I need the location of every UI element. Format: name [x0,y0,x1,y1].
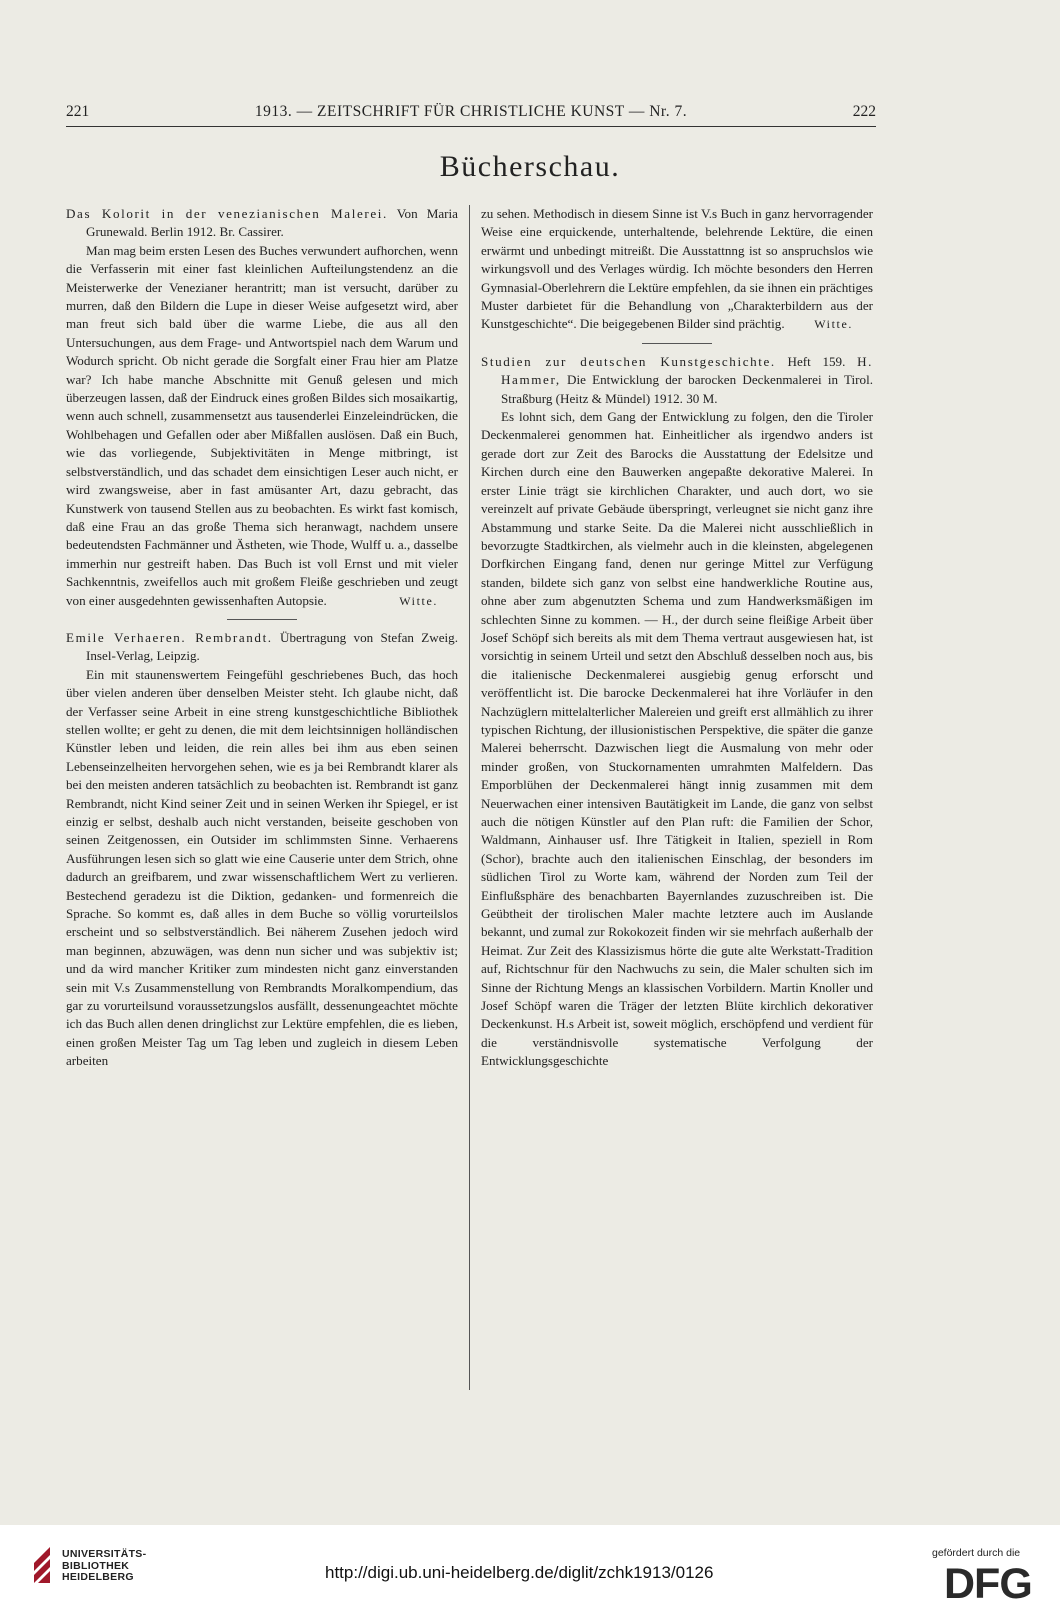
left-column [66,205,458,1071]
page-number-left: 221 [66,103,90,120]
review-signature: Witte. [814,317,853,332]
review-heading-details: Von Maria Grunewald. Berlin 1912. Br. Cassirer. [86,206,458,240]
review-body: Ein mit staunenswertem Feingefühl geschriebenes Buch, das hoch über vielen anderen über denselben Meister steht. Ich glaube nicht, daß der Verfasser seine Arbeit in eine streng kunstgeschichtliche Bibliothek stellen wollte; er geht zu denen, die mit dem leichtsinnigen holländischen Künstler leben und leiden, die rein alles bei ihm aus eben seinen Lebenseinzelheiten hervorgehen sehen, wie es ja bei Rembrandt klarer als bei den meisten anderen tatsächlich zu beobachten ist. Rembrandt ist ganz Rembrandt, nicht Kind seiner Zeit und in seinen Werken ihr Spiegel, er ist einzig er selbst, deshalb auch nicht verstanden, beiseite geschoben von seinen Zeitgenossen, ein Outsider im schlimmsten Sinne. Verhaerens Ausführungen lesen sich so glatt wie eine Causerie unter dem Strich, ohne dadurch an greifbarem, und zwar wissenschaftlichem Wert zu verlieren. Bestechend geradezu ist die Diktion, gedanken- und formenreich die Sprache. So kommt es, daß alles in dem Buche so völlig vorurteilslos erscheint und so selbstverständlich. Bei näherem Zusehen jedoch wird man beginnen, abzuwägen, was denn nun sicher und was subjektiv ist; und da wird mancher Kritiker zum mindesten nicht ganz einverstanden sein mit V.s Zusammenstellung von Rembrandts Moralkompendium, das gar zu vorurteilsund voraussetzungslos ausfällt, dessenungeachtet möchte ich das Buch allen denen dringlichst zur Lektüre empfehlen, die es lieben, einen großen Meister Tag um Tag leben und zugleich in diesem Leben arbeiten [66,666,458,1069]
digitization-footer [0,1525,1060,1614]
library-name-line: HEIDELBERG [62,1571,134,1583]
review-heading-number: Heft 159. [787,353,846,369]
header-rule [66,126,876,127]
page-number-right: 222 [852,103,876,120]
university-library-logo-icon [28,1543,58,1591]
review-heading [66,205,458,242]
library-name-line: UNIVERSITÄTS- [62,1548,147,1560]
library-name-line: BIBLIOTHEK [62,1559,130,1572]
review-heading-series: Studien zur deutschen Kunstgeschichte. [481,353,776,369]
review-body: Es lohnt sich, dem Gang der Entwicklung zu folgen, den die Tiroler Deckenmalerei genommen hat. Einheitlicher als irgendwo anders ist gerade dort zur Zeit des Barocks die Ausstattung der Edelsitze und Kirchen durch eine den Bauwerken angepaßte dekorative Malerei. In erster Linie trägt sie kirchlichen Charakter, und auch dort, wo sie vereinzelt auf private Gebäude überspringt, verleugnet sie nicht ganz ihre Abstammung und starke Seite. Da die Malerei nicht ausschließlich in bevorzugte Stadtkirchen, als vielmehr auch in die kleinsten, abgelegenen Dorfkirchen Eingang fand, denen nur geringe Mittel zur Verfügung standen, bildete sich ganz von selbst eine handwerkliche Routine aus, ohne aber zum abgenutzten Schema und zum Handwerksmäßigen im schlechten Sinne zu kommen. — H., der durch seine fleißige Arbeit über Josef Schöpf sich bereits als mit dem Thema vertraut ausgewiesen hat, ist vorsichtig in seinem Urteil und setzt den Abschluß desselben noch aus, bis die italienische Deckenmalerei ausgiebig genug erforscht und veröffentlicht ist. Die barocke Deckenmalerei hat ihre Vorläufer in den Nachzüglern mittelalterlicher Malereien und greift erst allmählich zu ihrer typischen Richtung, der illusionistischen Perspektive, die später die ganze Malerei beherrscht. Dazwischen liegt die Ausmalung von mehr oder minder großen, von Stuckornamenten umrahmten Malfeldern. Das Emporblühen der Deckenmalerei hängt innig zusammen mit dem Neuerwachen einer intensiven Bautätigkeit im Lande, die ganz von selbst auch die nötigen Künstler auf den Plan ruft: die Familien der Schor, Waldmann, Ainhauser usf. Ihre Tätigkeit in Italien, speziell in Rom (Schor), brachte auch den italienischen Einschlag, der besonders im südlichen Tirol zu Worte kam, während der Norden zum Teil der Einflußsphäre des benachbarten Bayernlandes zuzuschreiben ist. Die Geübtheit der tirolischen Maler machte letztere auch im Auslande bekannt, und zumal zur Rokokozeit finden wir sie mehrfach außerhalb der Heimat. Zur Zeit des Klassizismus hörte die gute alte Werkstatt-Tradition auf, Richtschnur für den Nachwuchs zu sein, die Maler schulten sich im Sinne der Richtung Mengs an klassischen Vorbildern. Martin Knoller und Josef Schöpf waren die Träger der letzten Blüte kirchlich dekorativer Deckenkunst. H.s Arbeit ist, soweit möglich, erschöpfend und verdient für die verständnisvolle systematische Verfolgung der Entwicklungsgeschichte [481,409,873,1069]
review-signature: Witte. [399,593,438,608]
review-body-text: zu sehen. Methodisch in diesem Sinne ist V.s Buch in ganz hervorragender Weise eine erquickende, unterhaltende, belehrende Lektüre, die einen erwärmt und unbedingt mitreißt. Die Ausstattnng ist so anspruchslos wie wirkungsvoll und des Verlages würdig. Ich möchte besonders den Herren Gymnasial-Oberlehrern die Lektüre empfehlen, da sie ihnen ein prächtiges Muster darbietet für die Behandlung von „Charakterbildern aus der Kunstgeschichte“. Die beigegebenen Bilder sind prächtig. [481,206,873,332]
sponsor-caption: gefördert durch die [932,1547,1021,1559]
review-body-continued [481,205,873,334]
right-column [481,205,873,1071]
review-heading [481,353,873,408]
section-title: Bücherschau. [439,150,621,183]
separator-rule [227,619,297,620]
review-heading-title: Emile Verhaeren. Rembrandt. [66,629,273,645]
review-heading-title: Das Kolorit in der venezianischen Malerei. [66,206,388,221]
permalink-url[interactable]: http://digi.ub.uni-heidelberg.de/diglit/zchk1913/0126 [325,1563,714,1582]
review-heading-details: Übertragung von Stefan Zweig. Insel-Verlag, Leipzig. [86,629,458,664]
library-name [62,1549,146,1584]
review-heading-author: H. Hammer, [501,353,873,388]
column-divider [469,205,470,1390]
running-header [66,103,876,125]
dfg-logo: DFG [944,1560,1032,1608]
separator-rule [642,343,712,344]
review-body-text: Man mag beim ersten Lesen des Buches verwundert aufhorchen, wenn die Verfasserin mit einer fast kleinlichen Aufteilungstendenz an die Meisterwerke der Venezianer herantritt; man ist versucht, darüber zu murren, daß den Bildern die Lupe in dieser Weise aufgesetzt wird, aber man freut sich bald über die warme Liebe, die aus all den Untersuchungen, aus dem Frage- und Antwortspiel nach dem Warum und Wodurch spricht. Ob nicht gerade die Sorgfalt einer Frau hier am Platze war? Ich habe manche Abschnitte mit Genuß gelesen und mich überzeugen lassen, daß der Eindruck eines großen Bildes sich mosaikartig, wenn auch schnell, zusammensetzt aus tausenderlei Einzeleindrücken, die Wohlbehagen und Gefallen oder aber Mißfallen auslösen. Daß ein Buch, wie das vorliegende, Subjektivitäten in Menge mitbringt, ist selbstverständlich, und das schadet dem einsichtigen Leser auch nicht, er wird zwangsweise, aber in fast amüsanter Art, dazu gebracht, das Kunstwerk von tausend Stellen aus zu beobachten. Es wirkt fast komisch, daß eine Frau an das große Thema sich heranwagt, nachdem unsere bedeutendsten Fachmänner und Ästheten, wie Thode, Wulff u. a., dasselbe immerhin nur gestreift haben. Das Buch ist voll Ernst und mit vieler Sachkenntnis, zweifellos auch mit großem Fleiße geschrieben und zeugt von einer ausgedehnten gewissenhaften Autopsie. [66,242,458,608]
review-heading-details: Die Entwicklung der barocken Deckenmalerei in Tirol. Straßburg (Heitz & Mündel) 1912. 30 M. [501,372,873,406]
journal-running-title: 1913. — ZEITSCHRIFT FÜR CHRISTLICHE KUNST — Nr. 7. [254,103,688,120]
review-heading [66,629,458,666]
review-body [66,242,458,610]
